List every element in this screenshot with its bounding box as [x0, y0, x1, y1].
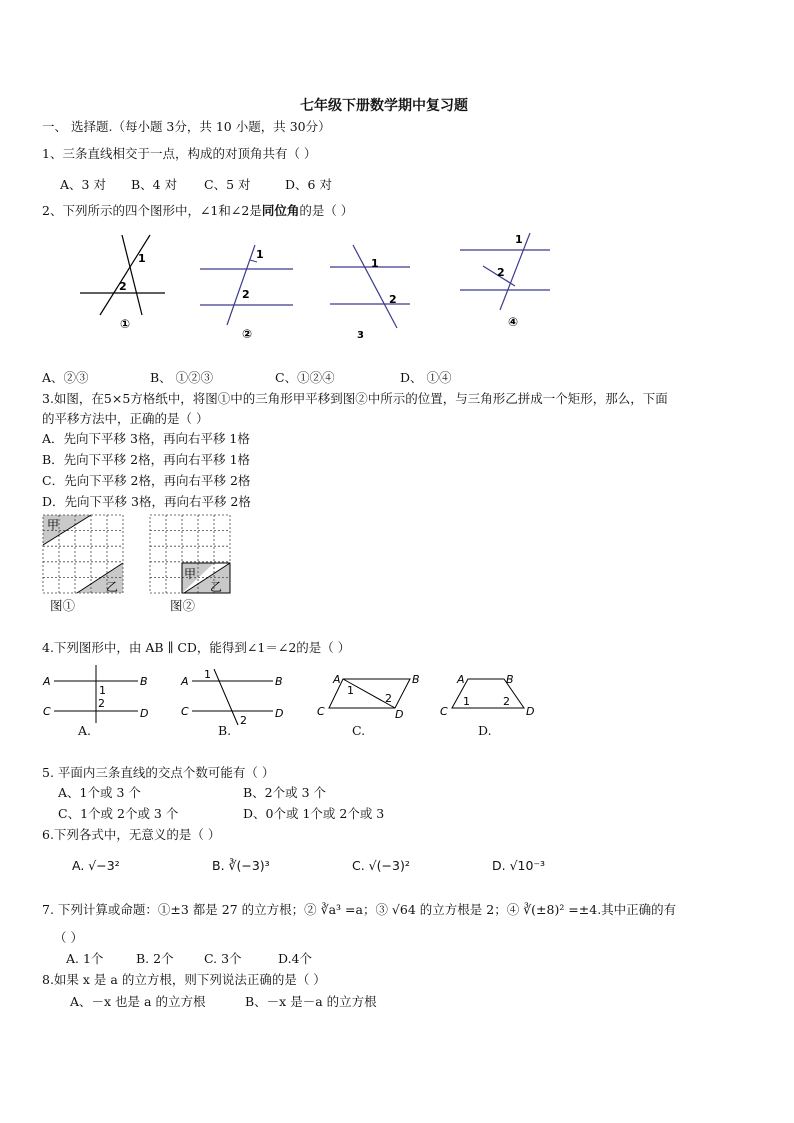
q5-option-b: B、2个或 3 个	[243, 785, 327, 800]
q3-fig2-jia-label: 甲	[184, 567, 197, 581]
q2-fig2-angle1: 1	[256, 248, 264, 261]
q4-option-c: C.	[352, 723, 366, 738]
q4b-label-d: D	[275, 707, 284, 720]
q1-option-b: B、4 对	[131, 177, 178, 192]
q2-fig1-angle2: 2	[119, 280, 127, 293]
q3-fig1-jia-label: 甲	[47, 518, 60, 532]
q3-stem-line1: 3.如图，在5×5方格纸中，将图①中的三角形甲平移到图②中所示的位置，与三角形乙拼成一个矩形，那么，下面	[42, 391, 668, 406]
q4-option-d: D.	[478, 723, 492, 738]
q5-option-c: C、1个或 2个或 3 个	[58, 806, 179, 821]
q2-option-d: D、 ①④	[400, 370, 452, 385]
q4d-angle2: 2	[503, 695, 510, 708]
q3-fig1-caption: 图①	[50, 598, 76, 613]
q4-figure-d	[438, 668, 548, 723]
q2-fig3-angle1: 1	[371, 257, 379, 270]
q4-option-b: B.	[218, 723, 232, 738]
q4d-label-a: A	[457, 673, 465, 686]
q1-option-c: C、5 对	[204, 177, 251, 192]
q4b-label-c: C	[181, 705, 189, 718]
q2-figure-1	[70, 230, 170, 335]
q2-fig2-label: ②	[242, 327, 253, 341]
q6-option-a: A. √−3²	[72, 858, 120, 873]
q7-option-b: B. 2个	[136, 951, 174, 966]
q2-option-a: A、②③	[42, 370, 89, 385]
q4c-angle1: 1	[347, 684, 354, 697]
q2-fig3-label: 3	[357, 330, 364, 341]
q2-fig2-angle2: 2	[242, 288, 250, 301]
q4a-label-c: C	[43, 705, 51, 718]
q2-fig4-label: ④	[508, 315, 519, 329]
q2-figure-2	[195, 240, 300, 340]
q4-figure-a	[40, 665, 155, 725]
q2-option-b: B、 ①②③	[150, 370, 214, 385]
q4a-angle2: 2	[98, 697, 105, 710]
q2-stem	[42, 203, 353, 219]
q2-figure-4	[455, 228, 555, 333]
q4-stem: 4.下列图形中，由 AB ∥ CD，能得到∠1＝∠2的是（ ）	[42, 640, 351, 655]
q2-fig4-angle2: 2	[497, 266, 505, 279]
q3-stem-line2: 的平移方法中，正确的是（ ）	[42, 411, 209, 426]
q2-option-c: C、①②④	[275, 370, 335, 385]
q4b-angle2: 2	[240, 714, 247, 727]
q1-option-d: D、6 对	[285, 177, 332, 192]
page-title: 七年级下册数学期中复习题	[300, 98, 468, 114]
q4b-label-b: B	[275, 675, 283, 688]
q1-option-a: A、3 对	[60, 177, 106, 192]
q6-option-d: D. √10⁻³	[492, 858, 546, 873]
q2-stem-part2: 的是（ ）	[299, 203, 354, 218]
q7-stem-line1: 7. 下列计算或命题：①±3 都是 27 的立方根；② ∛a³ =a；③ √64 的立方根是 2；④ ∛(±8)² =±4.其中正确的有	[42, 902, 677, 917]
q4c-label-a: A	[333, 673, 341, 686]
q4a-label-b: B	[140, 675, 148, 688]
q4b-transversal	[214, 669, 238, 725]
q3-grid-figure-2	[150, 515, 234, 595]
q6-option-c: C. √(−3)²	[352, 858, 410, 873]
q4d-angle1: 1	[463, 695, 470, 708]
q3-fig1-yi-label: 乙	[106, 580, 119, 594]
q4b-label-a: A	[181, 675, 189, 688]
q4-figure-b	[178, 665, 293, 727]
q4c-label-c: C	[317, 705, 325, 718]
q2-fig3-angle2: 2	[389, 293, 397, 306]
q3-option-b: B．先向下平移 2格，再向右平移 1格	[42, 452, 251, 467]
q3-grid-figure-1	[43, 515, 127, 595]
q5-stem: 5. 平面内三条直线的交点个数可能有（ ）	[42, 765, 275, 780]
q8-option-a: A、－x 也是 a 的立方根	[70, 994, 206, 1009]
q4-option-a: A.	[78, 723, 92, 738]
q2-figure-3	[325, 240, 425, 340]
q4c-angle2: 2	[385, 692, 392, 705]
q4a-label-d: D	[140, 707, 149, 720]
q4d-label-c: C	[440, 705, 448, 718]
q2-stem-part1: 2、下列所示的四个图形中，∠1和∠2是	[42, 203, 262, 218]
q2-fig2-transversal	[227, 245, 255, 325]
q7-option-a: A. 1个	[66, 951, 104, 966]
q1-stem: 1、三条直线相交于一点，构成的对顶角共有（ ）	[42, 146, 317, 161]
q4-figure-c	[315, 668, 430, 723]
q2-fig1-label: ①	[120, 317, 131, 331]
q5-option-a: A、1个或 3 个	[58, 785, 141, 800]
q4c-label-d: D	[395, 708, 404, 721]
section-heading: 一、 选择题.（每小题 3分，共 10 小题，共 30分）	[42, 119, 331, 134]
q4a-angle1: 1	[99, 684, 106, 697]
q3-option-c: C．先向下平移 2格，再向右平移 2格	[42, 473, 251, 488]
q3-fig2-caption: 图②	[170, 598, 196, 613]
q5-option-d: D、0个或 1个或 2个或 3	[243, 806, 385, 821]
q4b-angle1: 1	[204, 668, 211, 681]
q2-stem-bold: 同位角	[261, 203, 300, 218]
q7-option-c: C. 3个	[204, 951, 242, 966]
q2-fig1-angle1: 1	[138, 252, 146, 265]
q8-stem: 8.如果 x 是 a 的立方根，则下列说法正确的是（ ）	[42, 972, 326, 987]
q2-fig4-angle1: 1	[515, 233, 523, 246]
q4a-label-a: A	[43, 675, 51, 688]
q4d-label-d: D	[526, 705, 535, 718]
q3-fig2-yi-label: 乙	[210, 580, 223, 594]
q6-stem: 6.下列各式中，无意义的是（ ）	[42, 827, 221, 842]
q4c-label-b: B	[412, 673, 420, 686]
q3-option-d: D．先向下平移 3格，再向右平移 2格	[42, 494, 251, 509]
q6-option-b: B. ∛(−3)³	[212, 858, 270, 873]
q7-option-d: D.4个	[278, 951, 313, 966]
q4d-label-b: B	[506, 673, 514, 686]
q8-option-b: B、－x 是－a 的立方根	[245, 994, 377, 1009]
q7-stem-line2: （ ）	[54, 930, 83, 945]
q3-option-a: A．先向下平移 3格，再向右平移 1格	[42, 431, 250, 446]
